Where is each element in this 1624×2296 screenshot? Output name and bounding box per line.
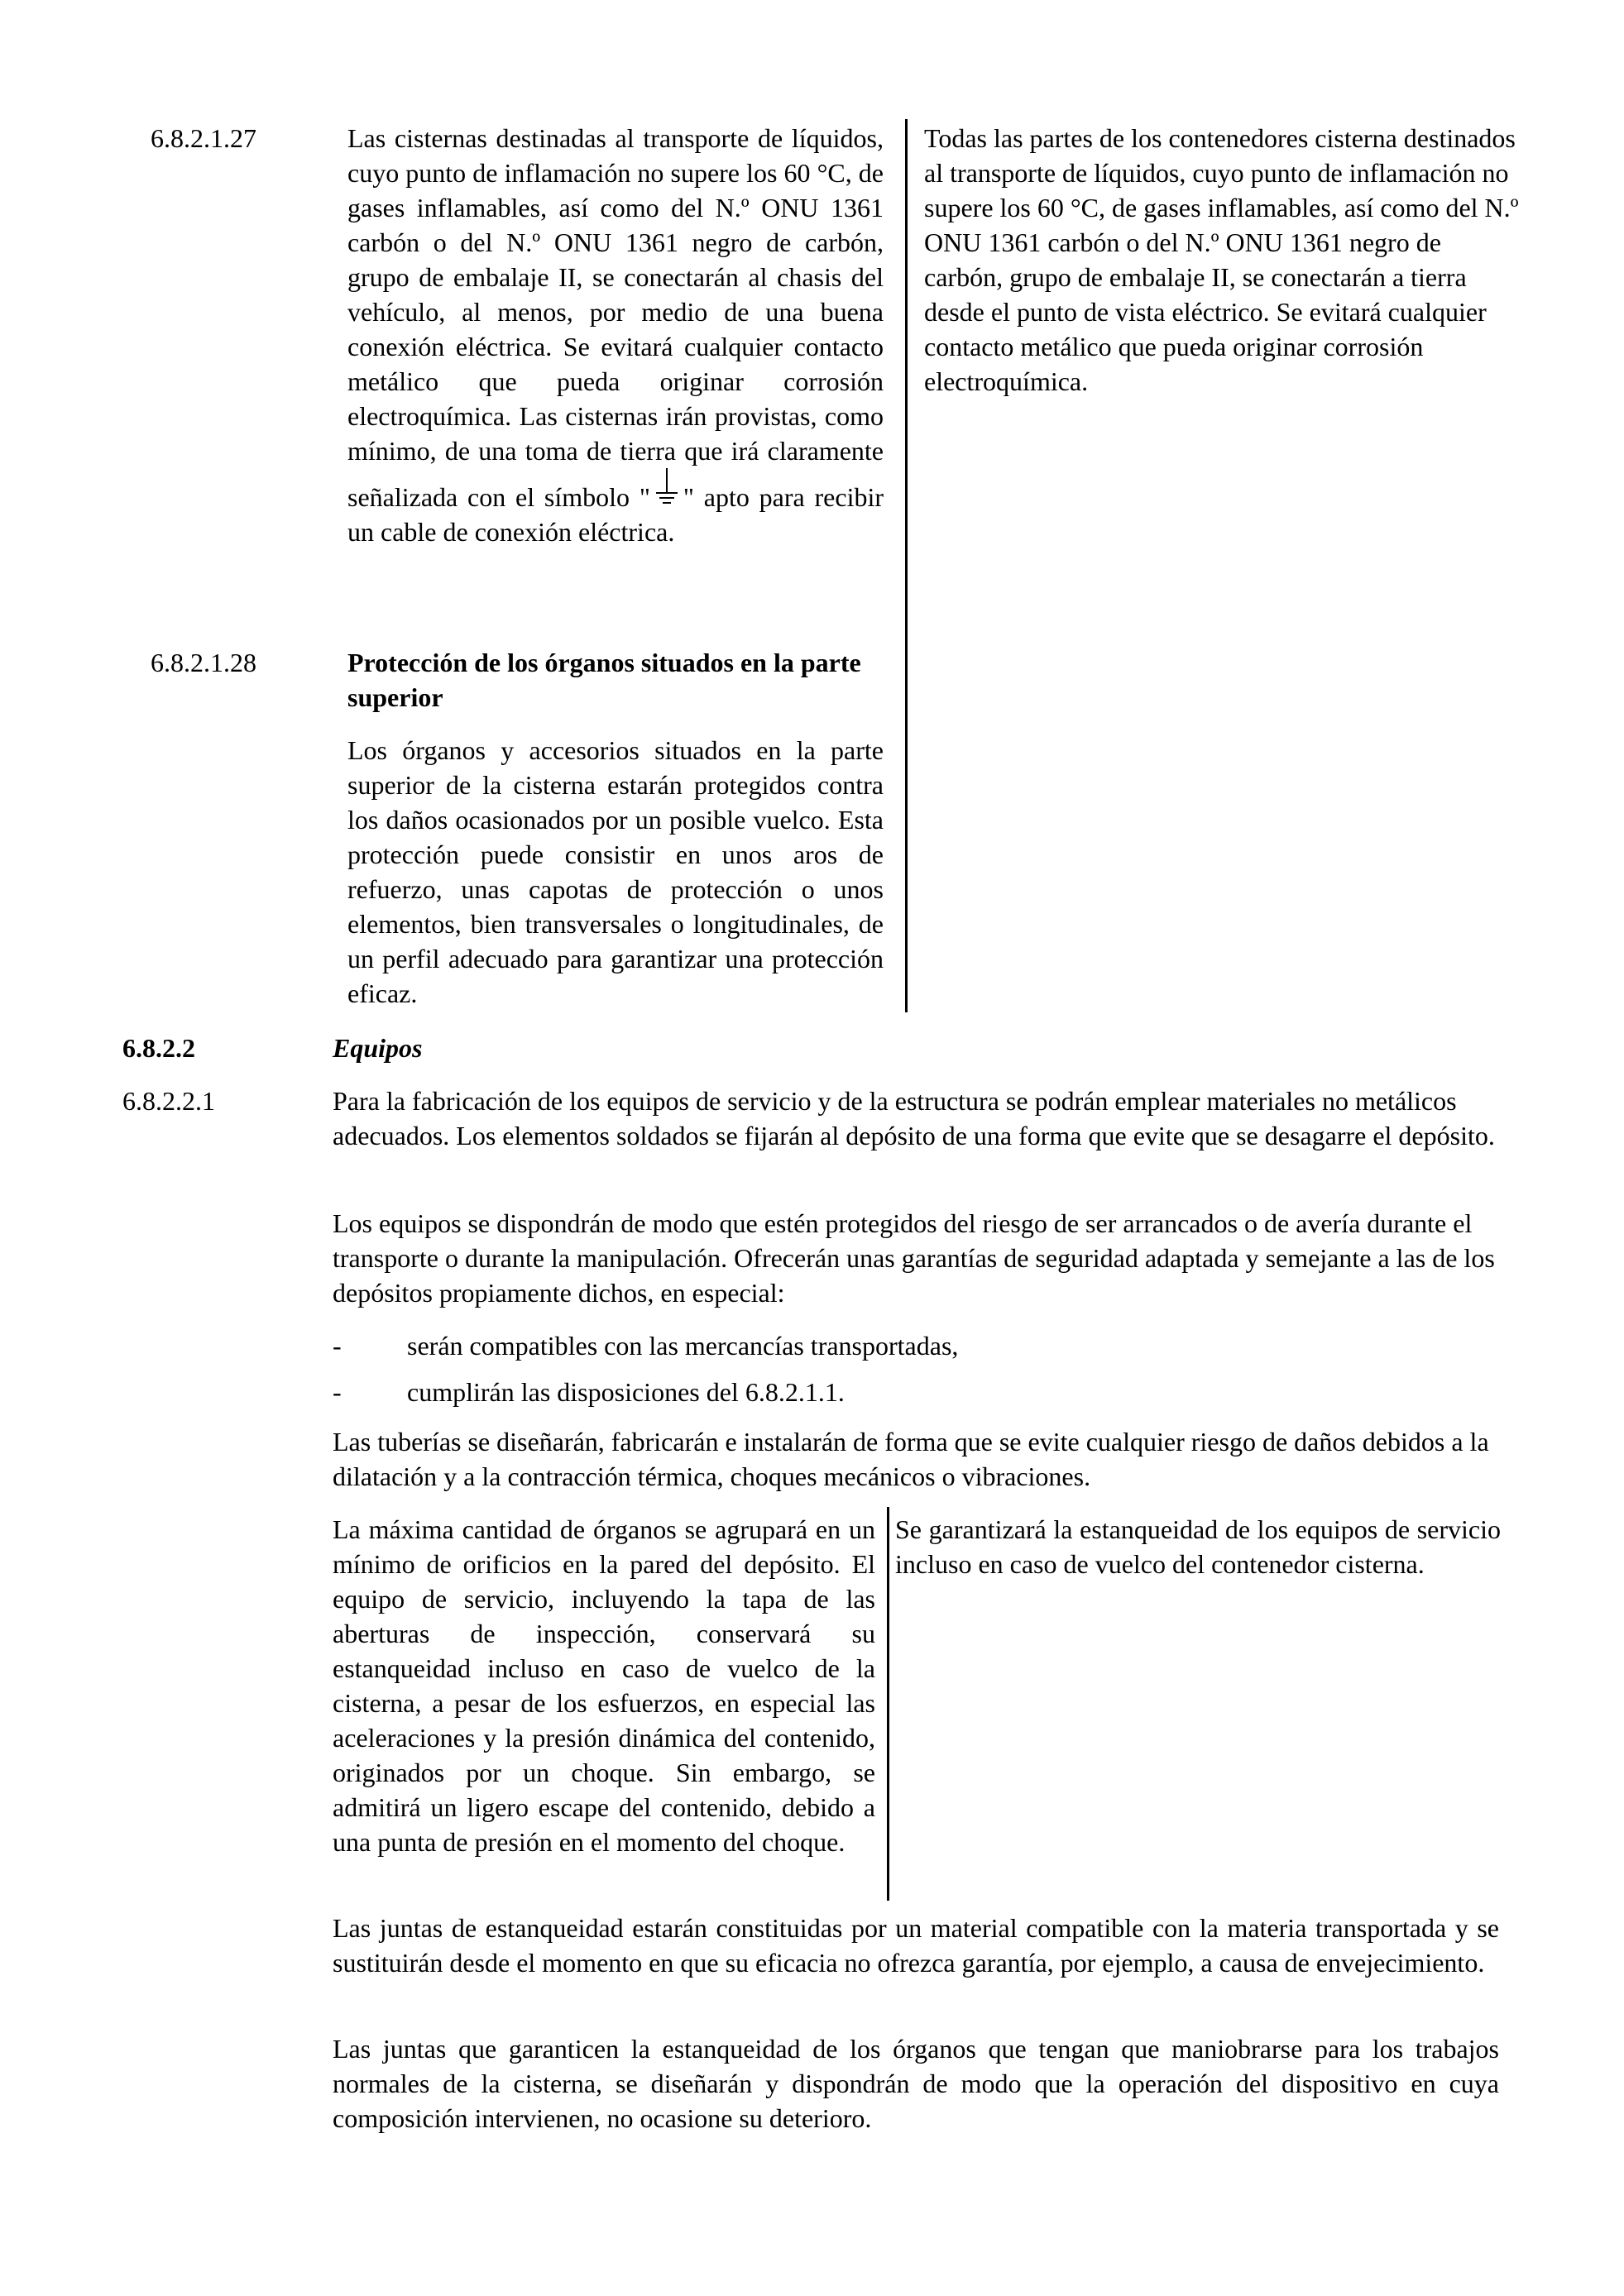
bullet-dash: - (333, 1377, 342, 1407)
left-text-before-symbol: Las cisternas destinadas al transporte de líquidos, cuyo punto de inflamación no supere los 60 °C, de gases inflamables, así como del N.º ONU 1361 carbón o del N.º ONU 1361 negro de carbón, grupo de embalaje II, se conectarán al chasis del vehículo, al menos, por medio de una buena conexión eléctrica. Se evitará cualquier contacto metálico que pueda originar corrosión electroquímica. Las cisternas irán provistas, como mínimo, de una toma de tierra que irá claramente señalizada con el símbolo " (347, 123, 884, 512)
section-6-8-2-2-1-paragraph-1: Para la fabricación de los equipos de servicio y de la estructura se podrán emplear materiales no metálicos adecuados. Los elementos soldados se fijarán al depósito de una forma que evite que se desagarre el depósito. (333, 1086, 1495, 1150)
section-6-8-2-2-1-paragraph-5: Las juntas que garanticen la estanqueidad de los órganos que tengan que maniobrarse para los trabajos normales de la cisterna, se diseñarán y dispondrán de modo que la operación del dispositivo en cuya composición intervienen, no ocasione su deterioro. (333, 2034, 1499, 2133)
bullet-item: cumplirán las disposiciones del 6.8.2.1.1. (407, 1377, 845, 1407)
section-6-8-2-2-1-paragraph-4: Las juntas de estanqueidad estarán constituidas por un material compatible con la materia transportada y se sustituirán desde el momento en que su eficacia no ofrezca garantía, por ejemplo, a causa de envejecimiento. (333, 1913, 1499, 1978)
section-number-6-8-2-2: 6.8.2.2 (122, 1033, 195, 1063)
split-left-text: La máxima cantidad de órganos se agrupará en un mínimo de orificios en la pared del depósito. El equipo de servicio, incluyendo la tapa de las aberturas de inspección, conservará su estanqueidad incluso en caso de vuelco de la cisterna, a pesar de los esfuerzos, en especial las aceleraciones y la presión dinámica del contenido, originados por un choque. Sin embargo, se admitirá un ligero escape del contenido, debido a una punta de presión en el momento del choque. (333, 1514, 875, 1857)
left-text-after-symbol: " apto para recibir un cable de conexión eléctrica. (347, 482, 884, 547)
split-right-text: Se garantizará la estanqueidad de los equipos de servicio incluso en caso de vuelco del contenedor cisterna. (895, 1514, 1501, 1579)
earth-ground-symbol-icon (654, 468, 680, 509)
section-6-8-2-1-28-heading: Protección de los órganos situados en la parte superior (347, 648, 861, 712)
column-divider-bottom (887, 1507, 889, 1901)
section-number-6-8-2-1-28: 6.8.2.1.28 (151, 648, 256, 677)
section-6-8-2-1-27-right-text: Todas las partes de los contenedores cisterna destinados al transporte de líquidos, cuyo punto de inflamación no supere los 60 °C, de gases inflamables, así como del N.º ONU 1361 carbón o del N.º ONU 1361 negro de carbón, grupo de embalaje II, se conectarán a tierra desde el punto de vista eléctrico. Se evitará cualquier contacto metálico que pueda originar corrosión electroquímica. (924, 123, 1519, 396)
section-6-8-2-2-1-paragraph-3: Las tuberías se diseñarán, fabricarán e instalarán de forma que se evite cualquier riesgo de daños debidos a la dilatación y a la contracción térmica, choques mecánicos o vibraciones. (333, 1427, 1489, 1491)
section-6-8-2-1-27-left-text (347, 121, 884, 549)
section-number-6-8-2-1-27: 6.8.2.1.27 (151, 123, 256, 153)
column-divider-top (905, 119, 908, 1012)
section-6-8-2-2-heading: Equipos (333, 1033, 423, 1063)
section-6-8-2-1-28-body: Los órganos y accesorios situados en la parte superior de la cisterna estarán protegidos contra los daños ocasionados por un posible vuelco. Esta protección puede consistir en unos aros de refuerzo, unas capotas de protección o unos elementos, bien transversales o longitudinales, de un perfil adecuado para garantizar una protección eficaz. (347, 735, 884, 1008)
section-number-6-8-2-2-1: 6.8.2.2.1 (122, 1086, 215, 1116)
bullet-item: serán compatibles con las mercancías transportadas, (407, 1331, 959, 1361)
bullet-dash: - (333, 1331, 342, 1361)
section-6-8-2-2-1-paragraph-2: Los equipos se dispondrán de modo que estén protegidos del riesgo de ser arrancados o de avería durante el transporte o durante la manipulación. Ofrecerán unas garantías de seguridad adaptada y semejante a las de los depósitos propiamente dichos, en especial: (333, 1208, 1495, 1308)
